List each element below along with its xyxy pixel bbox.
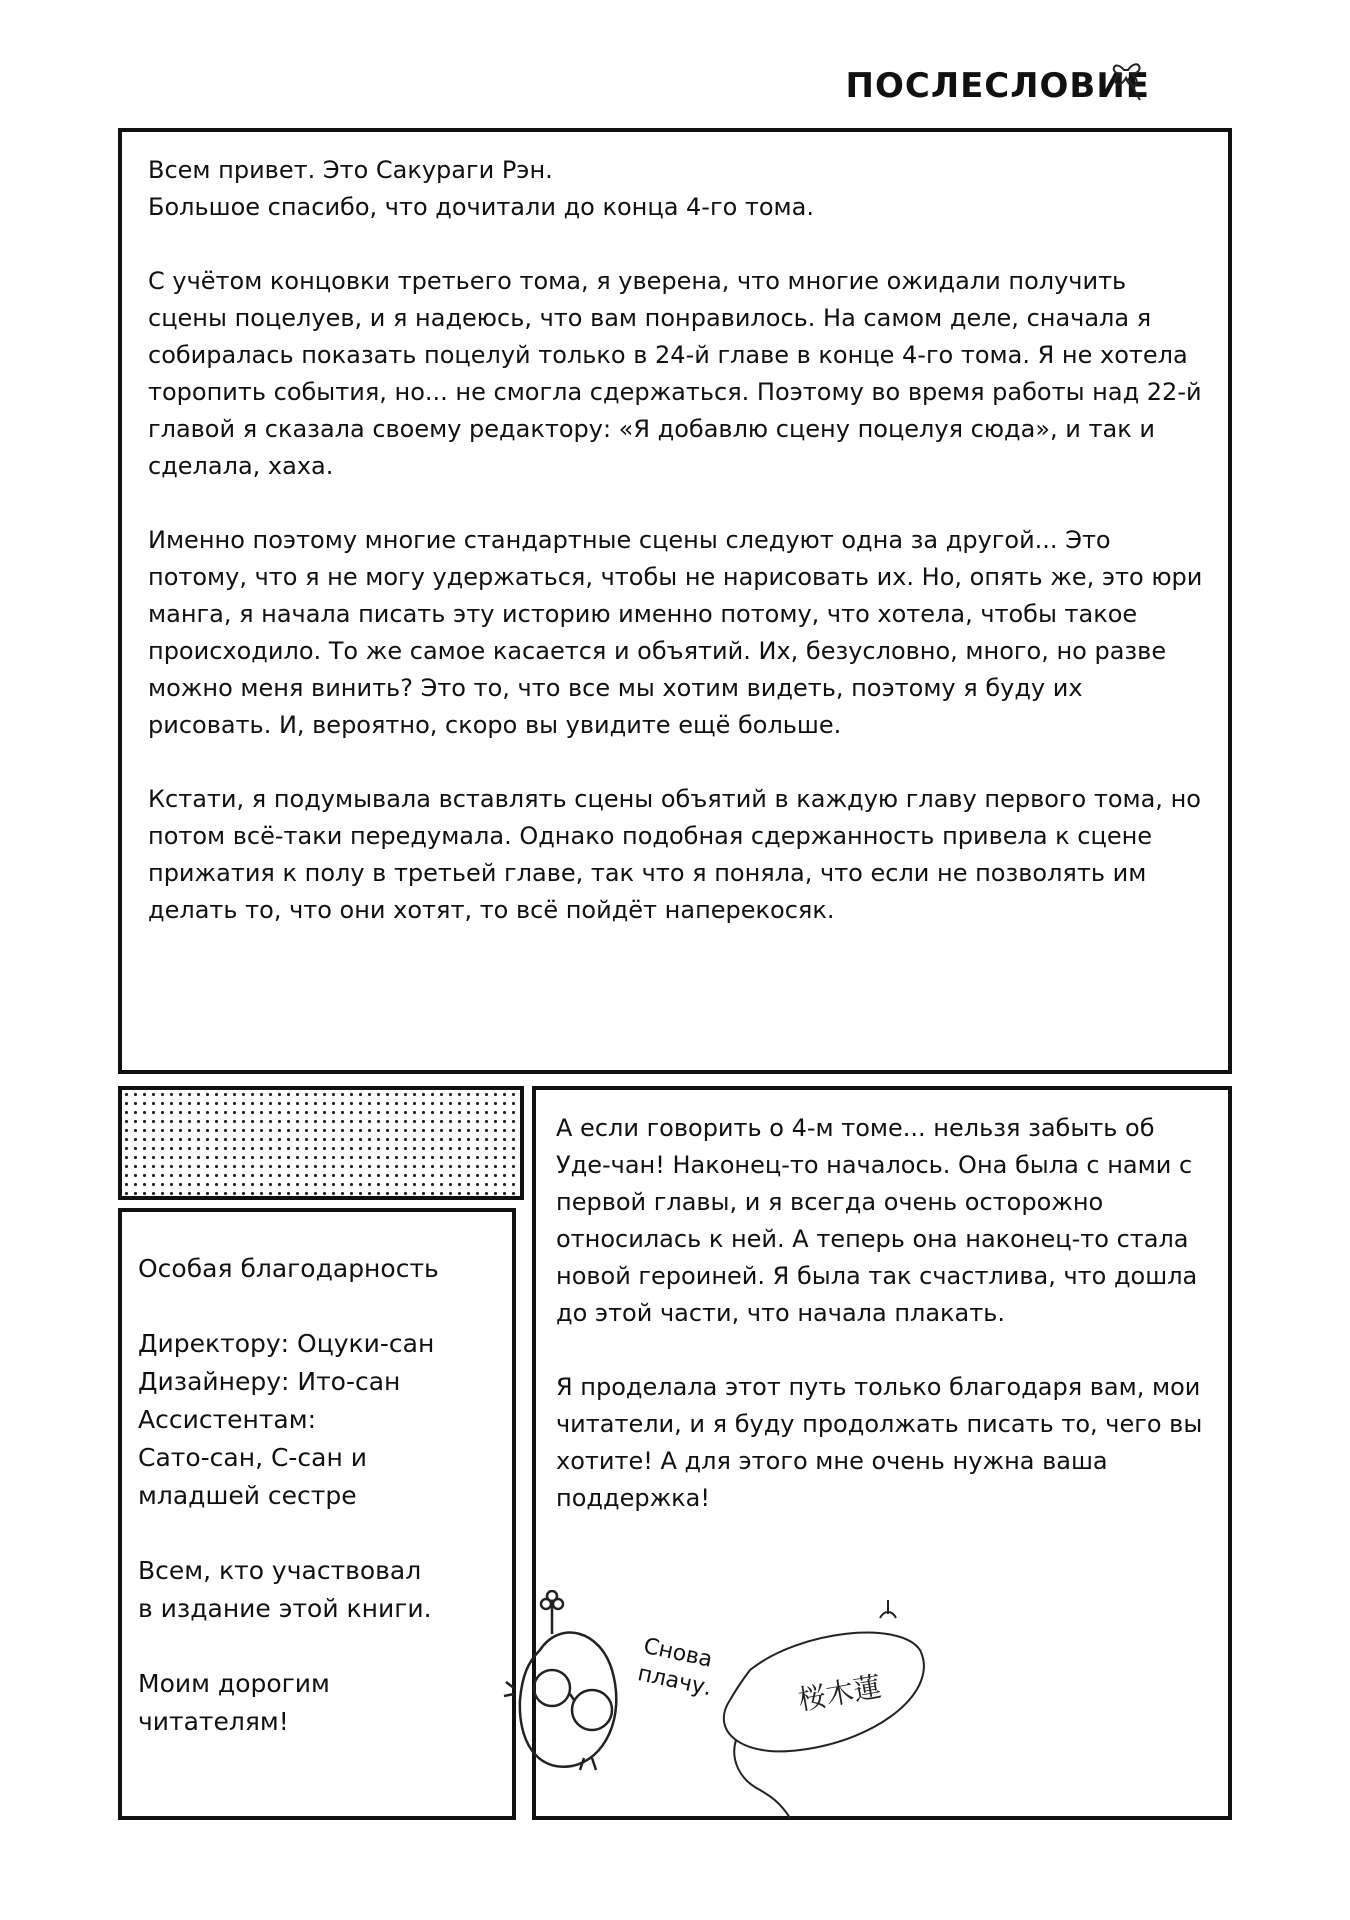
main-paragraph-1: Всем привет. Это Сакураги Рэн. Большое спасибо, что дочитали до конца 4-го тома. <box>148 156 814 221</box>
page-title: ПОСЛЕСЛОВИЕ <box>845 66 1150 106</box>
author-sketch <box>500 1590 960 1820</box>
clover-doodle-icon <box>1104 48 1152 104</box>
thanks-participants: Всем, кто участвовал в издание этой книги. <box>138 1556 432 1623</box>
author-signature: 桜木蓮 <box>795 1669 884 1717</box>
right-paragraph-2: Я проделала этот путь только благодаря вам, мои читатели, и я буду продолжать писать то, чего вы хотите! А для этого мне очень нужна ваша поддержка! <box>556 1373 1203 1512</box>
special-thanks-panel <box>118 1208 516 1820</box>
thanks-readers: Моим дорогим читателям! <box>138 1669 330 1736</box>
thanks-heading: Особая благодарность <box>138 1254 439 1283</box>
right-paragraph-1: А если говорить о 4-м томе... нельзя забыть об Уде-чан! Наконец-то началось. Она была с нами с первой главы, и я всегда очень осторожно относилась к ней. А теперь она наконец-то стала новой героиней. Я была так счастлива, что дошла до этой части, что начала плакать. <box>556 1114 1198 1327</box>
thanks-staff: Директору: Оцуки-сан Дизайнеру: Ито-сан Ассистентам: Сато-сан, С-сан и младшей сестре <box>138 1329 435 1510</box>
main-paragraph-2: С учётом концовки третьего тома, я уверена, что многие ожидали получить сцены поцелуев, и я надеюсь, что вам понравилось. На самом деле, сначала я собиралась показать поцелуй только в 24-й главе в конце 4-го тома. Я не хотела торопить события, но... не смогла сдержаться. Поэтому во время работы над 22-й главой я сказала своему редактору: «Я добавлю сцену поцелуя сюда», и так и сделала, хаха. <box>148 267 1202 480</box>
main-paragraph-3: Именно поэтому многие стандартные сцены следуют одна за другой... Это потому, что я не могу удержаться, чтобы не нарисовать их. Но, опять же, это юри манга, я начала писать эту историю именно потому, что хотела, чтобы такое происходило. То же самое касается и объятий. Их, безусловно, много, но разве можно меня винить? Это то, что все мы хотим видеть, поэтому я буду их рисовать. И, вероятно, скоро вы увидите ещё больше. <box>148 526 1203 739</box>
screentone-panel <box>118 1086 524 1200</box>
main-paragraph-4: Кстати, я подумывала вставлять сцены объятий в каждую главу первого тома, но потом всё-таки передумала. Однако подобная сдержанность привела к сцене прижатия к полу в третьей главе, так что я поняла, что если не позволять им делать то, что они хотят, то всё пойдёт наперекосяк. <box>148 785 1201 924</box>
crying-character-icon <box>504 1591 616 1770</box>
afterword-main-panel <box>118 128 1232 1074</box>
crying-again-note: Снова плачу. <box>635 1633 715 1702</box>
